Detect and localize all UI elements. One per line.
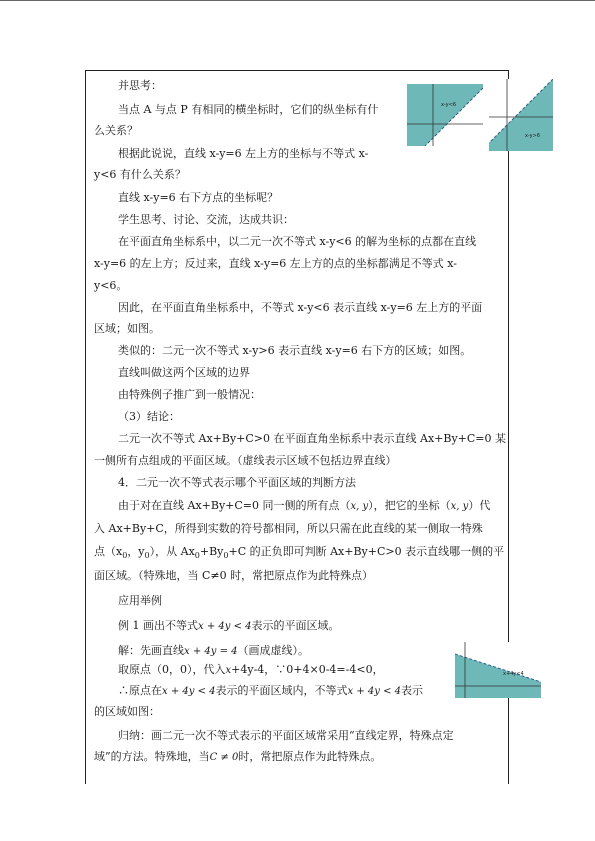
text-line: （3）结论： [118,410,180,423]
text-line: 归纳：画二元一次不等式表示的平面区域常采用“直线定界，特殊点定 [118,729,454,742]
text-line: 区域；如图。 [94,322,160,335]
text-line: 因此，在平面直角坐标系中，不等式 x-y<6 表示直线 x-y=6 左上方的平面 [118,301,483,314]
figure-region-lower-right [489,79,553,151]
figure-label: x+4y<4 [503,671,524,677]
text-line: 二元一次不等式 Ax+By+C>0 在平面直角坐标系中表示直线 Ax+By+C=0 某 [118,432,507,445]
text-line: 域”的方法。特殊地，当C ≠ 0时，常把原点作为此特殊点。 [94,750,382,763]
text-line: 根据此说说，直线 x-y=6 左上方的坐标与不等式 x- [118,147,369,160]
text-line: 并思考： [118,79,162,92]
text-line: 例 1 画出不等式x + 4y < 4表示的平面区域。 [118,619,340,632]
text-line: 当点 A 与点 P 有相同的横坐标时，它们的纵坐标有什 [118,103,379,116]
math-neq: C ≠ 0 [209,752,239,763]
math-xy: x, y [450,501,469,512]
text-line: 取原点（0，0），代入x+4y-4，∵0+4×0-4=-4<0， [118,663,384,676]
text-line: 由于对在直线 Ax+By+C=0 同一侧的所有点（x, y），把它的坐标（x, y）代 [118,499,491,512]
math-inequality: x + 4y < 4 [198,621,252,632]
text-line: 直线叫做这两个区域的边界 [118,366,250,379]
text-line: 的区域如图： [94,705,160,718]
figure-label: x-y<6 [441,102,457,108]
text-line: 应用举例 [118,594,162,607]
text-line: 直线 x-y=6 右下方点的坐标呢？ [118,191,279,204]
figure-region-upper-left [407,84,483,146]
figure-label: x-y>6 [525,133,541,139]
text-line: 4．二元一次不等式表示哪个平面区域的判断方法 [118,476,356,489]
text-line: y<6。 [94,279,128,292]
text-line: 解：先画直线x + 4y = 4（画成虚线）。 [118,644,309,657]
figure-region-example [455,642,541,698]
math-xy: x, y [350,501,369,512]
text-line: y<6 有什么关系？ [94,168,186,181]
text-line: x-y=6 的左上方；反过来，直线 x-y=6 左上方的点的坐标都满足不等式 x- [94,257,458,270]
text-line: 点（$x_0$，$y_0$），从 $Ax_0+By_0+C$ 的正负即可判断 Ax+By+C>0 表示直线哪一侧的平 [94,545,505,561]
math-equation: x + 4y = 4 [184,646,238,657]
text-line: 类似的：二元一次不等式 x-y>6 表示直线 x-y=6 右下方的区域；如图。 [118,344,472,357]
text-line: 在平面直角坐标系中，以二元一次不等式 x-y<6 的解为坐标的点都在直线 [118,235,477,248]
text-line: 由特殊例子推广到一般情况： [118,388,261,401]
text-line: 面区域。（特殊地，当 C≠0 时，常把原点作为此特殊点） [94,569,374,582]
text-line: ∴原点在x + 4y < 4表示的平面区域内，不等式x + 4y < 4表示 [118,684,423,697]
text-line: 学生思考、讨论、交流，达成共识： [118,213,294,226]
page-top-rule [0,0,595,1]
text-line: 么关系？ [94,124,138,137]
text-line: 入 Ax+By+C，所得到实数的符号都相同，所以只需在此直线的某一侧取一特殊 [94,522,483,535]
text-line: 一侧所有点组成的平面区域。（虚线表示区域不包括边界直线） [94,454,397,467]
